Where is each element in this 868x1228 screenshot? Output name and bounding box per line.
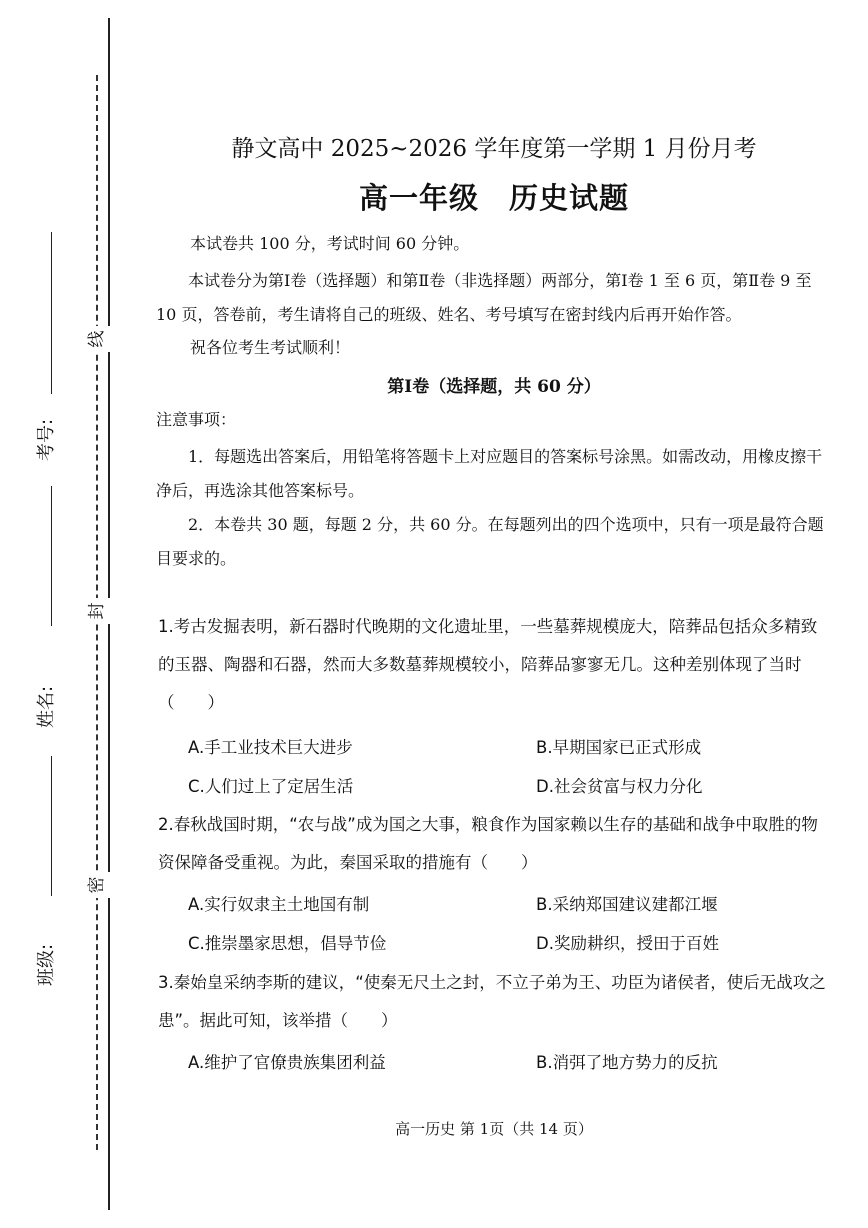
- intro-score-time: 本试卷共 100 分，考试时间 60 分钟。: [190, 234, 470, 253]
- exam-title: 静文高中 2025~2026 学年度第一学期 1 月份月考: [231, 136, 757, 162]
- intro-structure: 本试卷分为第Ⅰ卷（选择题）和第Ⅱ卷（非选择题）两部分，第Ⅰ卷 1 至 6 页，第Ⅱ卷 9 至 10 页，答卷前，考生请将自己的班级、姓名、考号填写在密封线内后再开始作答。: [156, 271, 812, 324]
- q1-option-b[interactable]: B.早期国家已正式形成: [536, 738, 702, 757]
- name-label: 姓名:: [36, 685, 57, 729]
- question-1-stem: 1.考古发掘表明，新石器时代晚期的文化遗址里，一些墓葬规模庞大，陪葬品包括众多精致的玉器、陶器和石器，然而大多数墓葬规模较小，陪葬品寥寥无几。这种差别体现了当时（ ）: [158, 617, 818, 712]
- q1-option-c[interactable]: C.人们过上了定居生活: [188, 777, 354, 796]
- q2-option-d[interactable]: D.奖励耕织，授田于百姓: [536, 934, 719, 953]
- seal-char-mi: 密: [84, 872, 110, 898]
- notes-heading: 注意事项：: [156, 410, 237, 429]
- page-footer: 高一历史 第 1页（共 14 页）: [395, 1120, 593, 1138]
- q1-option-d[interactable]: D.社会贫富与权力分化: [536, 777, 703, 796]
- intro-wish: 祝各位考生考试顺利！: [190, 338, 351, 357]
- seal-char-xian: 线: [84, 326, 110, 352]
- section-title: 第Ⅰ卷（选择题，共 60 分）: [387, 377, 601, 397]
- exam-no-label: 考号:: [36, 418, 57, 462]
- q2-option-c[interactable]: C.推崇墨家思想，倡导节俭: [188, 934, 387, 953]
- note-1: 1．每题选出答案后，用铅笔将答题卡上对应题目的答案标号涂黑。如需改动，用橡皮擦干净后，再选涂其他答案标号。: [156, 447, 823, 500]
- exam-no-line-lower[interactable]: [51, 486, 52, 626]
- q2-option-b[interactable]: B.采纳郑国建议建都江堰: [536, 895, 718, 914]
- q1-option-a[interactable]: A.手工业技术巨大进步: [188, 738, 353, 757]
- question-2-stem: 2.春秋战国时期，“农与战”成为国之大事，粮食作为国家赖以生存的基础和战争中取胜的物资保障备受重视。为此，秦国采取的措施有（ ）: [158, 815, 818, 872]
- q3-option-a[interactable]: A.维护了官僚贵族集团利益: [188, 1053, 386, 1072]
- class-label: 班级:: [36, 943, 57, 987]
- seal-char-feng: 封: [84, 598, 110, 624]
- exam-subtitle: 高一年级 历史试题: [358, 181, 629, 215]
- note-2: 2．本卷共 30 题，每题 2 分，共 60 分。在每题列出的四个选项中，只有一项是最符合题目要求的。: [156, 515, 824, 568]
- q3-option-b[interactable]: B.消弭了地方势力的反抗: [536, 1053, 718, 1072]
- question-3-stem: 3.秦始皇采纳李斯的建议，“使秦无尺土之封，不立子弟为王、功臣为诸侯者，使后无战攻之患”。据此可知，该举措（ ）: [158, 973, 826, 1030]
- exam-no-line[interactable]: [51, 232, 52, 394]
- name-line[interactable]: [51, 756, 52, 896]
- q2-option-a[interactable]: A.实行奴隶主土地国有制: [188, 895, 370, 914]
